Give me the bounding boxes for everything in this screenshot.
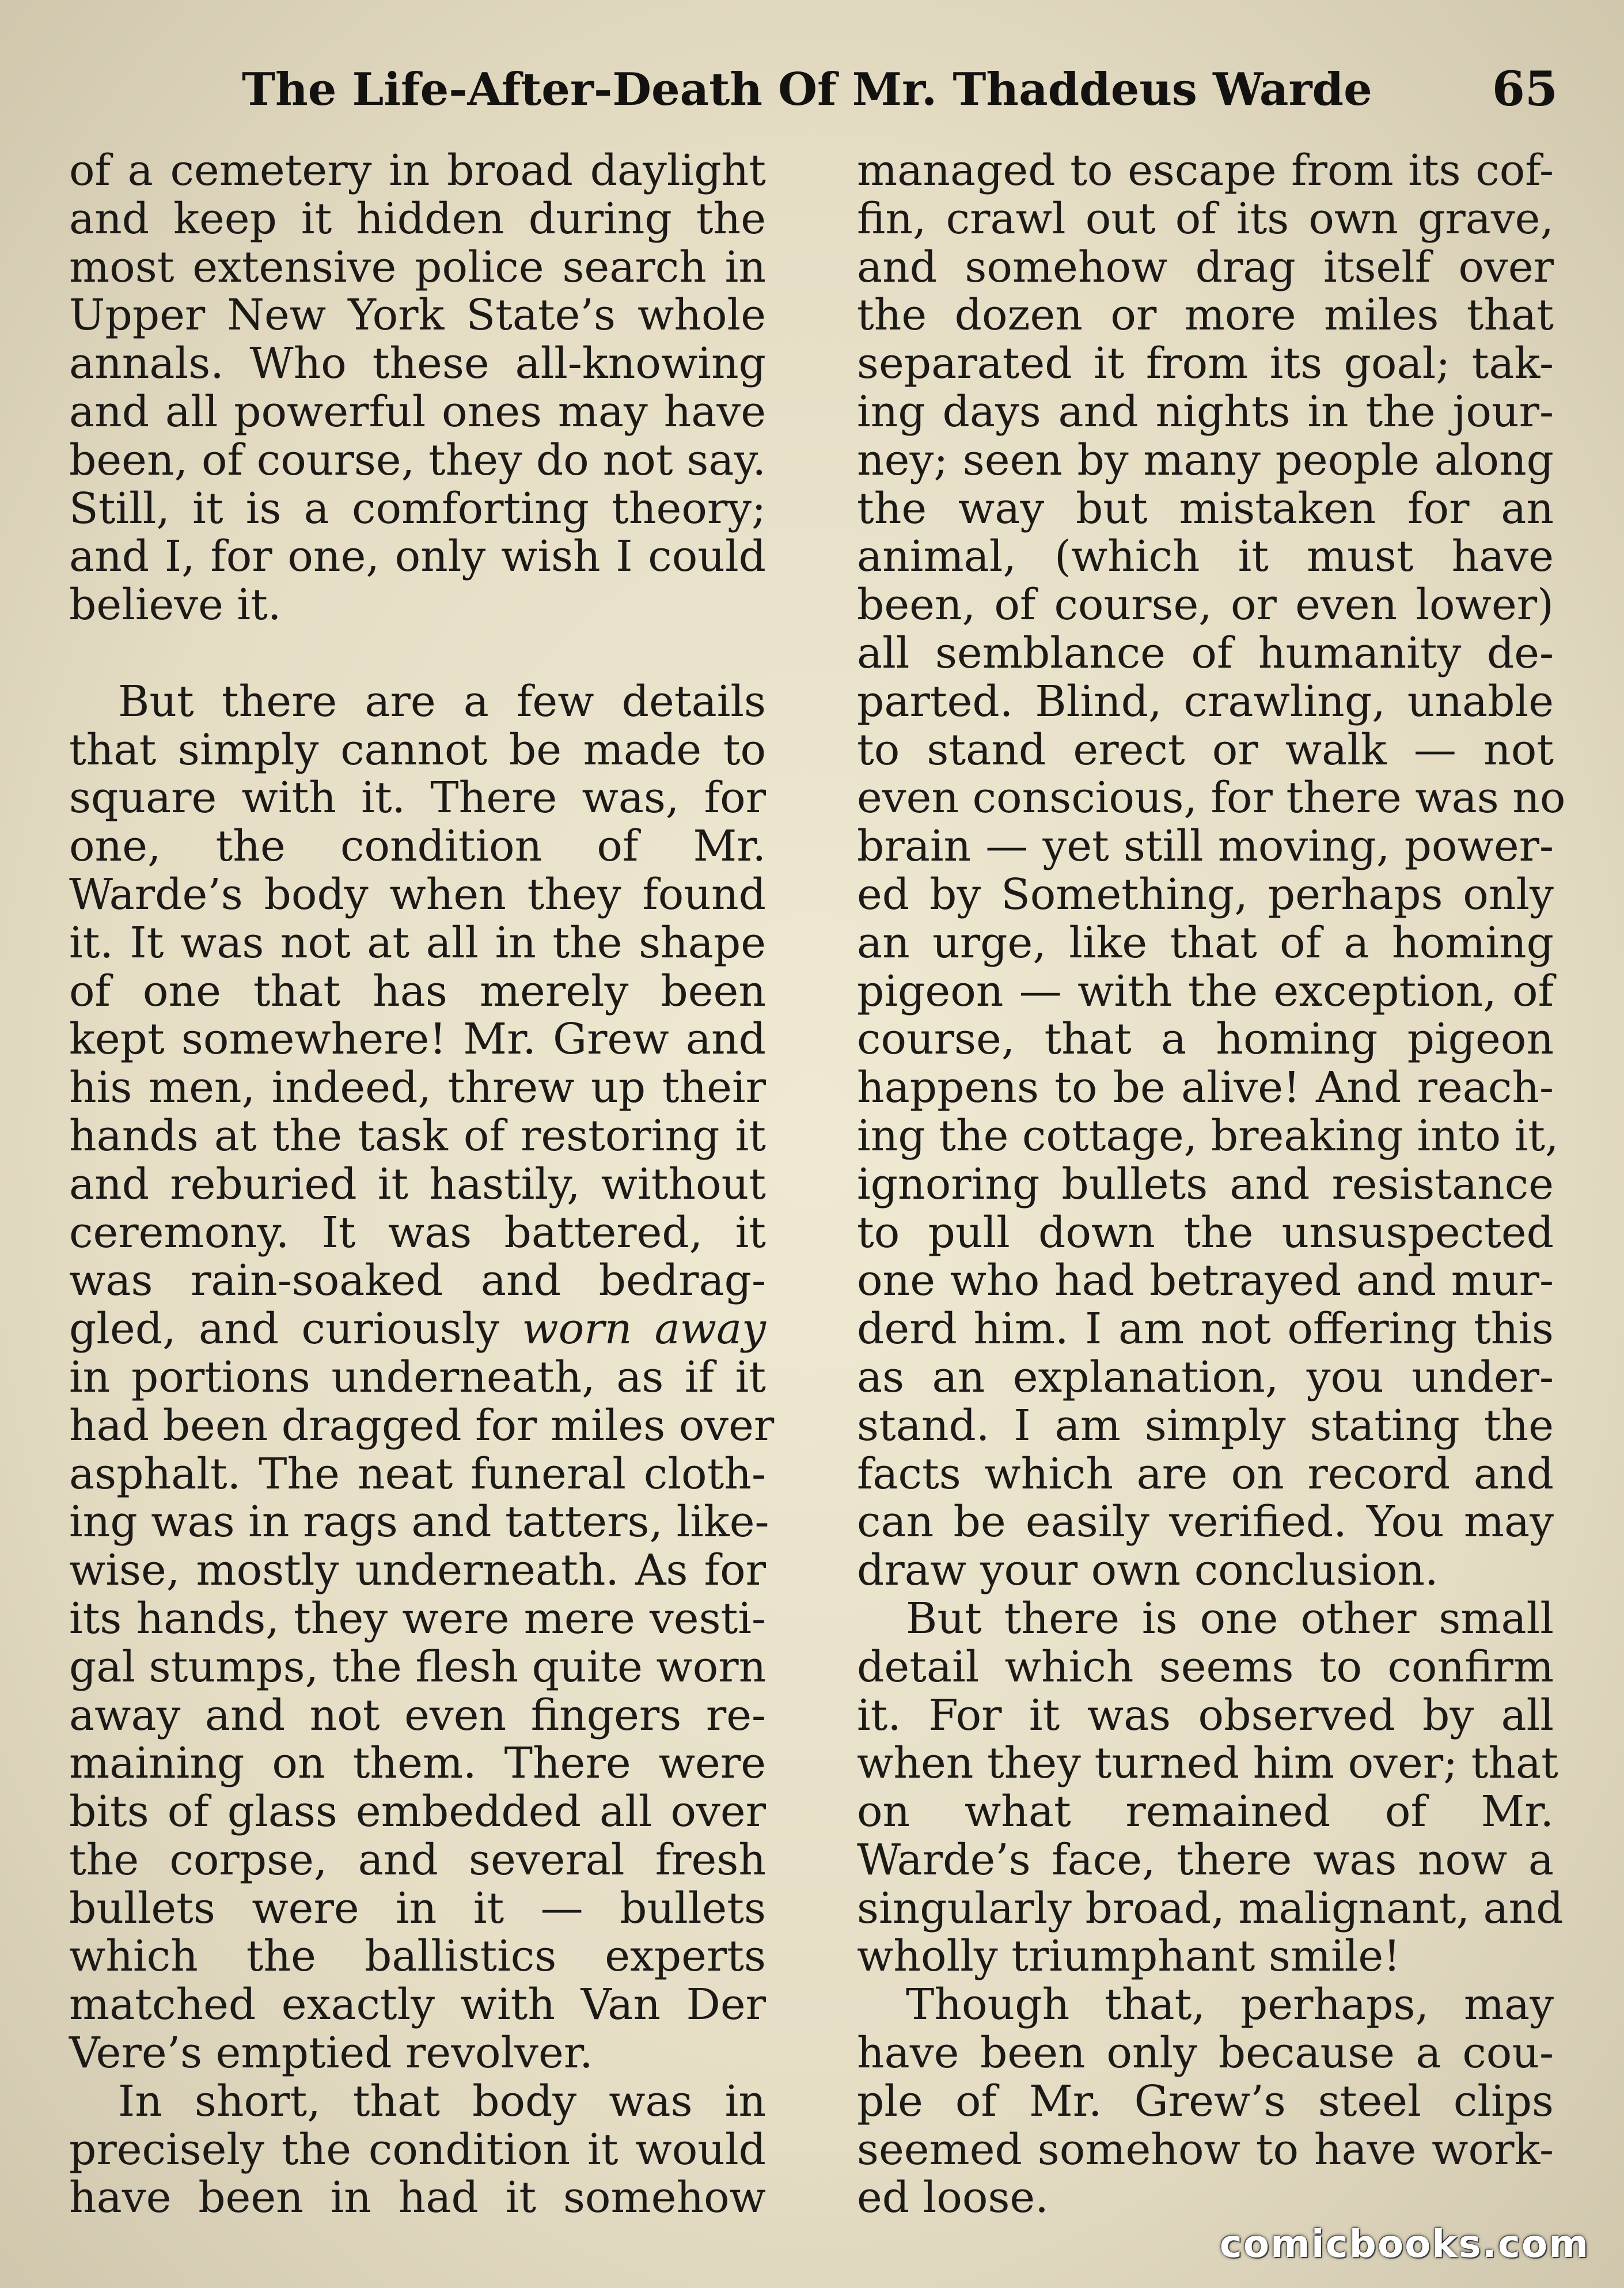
line-text: bits of glass embedded all over bbox=[69, 1787, 766, 1837]
text-line bbox=[857, 871, 1554, 919]
line-text: most extensive police search in bbox=[69, 242, 766, 292]
line-text: and all powerful ones may have bbox=[69, 387, 766, 437]
line-text: the corpse, and several fresh bbox=[69, 1835, 766, 1885]
line-text: ignoring bullets and resistance bbox=[857, 1159, 1554, 1209]
line-text: brain — yet still moving, power- bbox=[857, 821, 1554, 872]
line-text: as an explanation, you under- bbox=[857, 1352, 1554, 1402]
text-line bbox=[857, 1064, 1554, 1112]
line-text: animal, (which it must have bbox=[857, 532, 1554, 582]
line-text: away and not even fingers re- bbox=[69, 1690, 766, 1740]
line-text: ing days and nights in the jour- bbox=[857, 387, 1554, 437]
line-text: course, that a homing pigeon bbox=[857, 1014, 1554, 1065]
line-text: But there are a few details bbox=[118, 676, 766, 726]
text-line bbox=[69, 1595, 766, 1643]
text-line bbox=[857, 533, 1554, 581]
text-line bbox=[857, 1498, 1554, 1547]
line-text: have been only because a cou- bbox=[857, 2028, 1554, 2078]
text-line bbox=[857, 630, 1554, 678]
line-text: But there is one other small bbox=[906, 1593, 1554, 1643]
line-text: matched exactly with Van Der bbox=[69, 1980, 766, 2030]
line-text: ed by Something, perhaps only bbox=[857, 869, 1554, 919]
text-line bbox=[69, 726, 766, 775]
line-text: that simply cannot be made to bbox=[69, 725, 766, 775]
text-line bbox=[857, 968, 1554, 1016]
line-text: of a cemetery in broad daylight bbox=[69, 146, 766, 195]
line-text: the dozen or more miles that bbox=[857, 290, 1554, 340]
text-line bbox=[69, 533, 766, 581]
line-text: wholly triumphant smile! bbox=[857, 1931, 1401, 1982]
text-line bbox=[857, 2029, 1554, 2078]
line-text: detail which seems to confirm bbox=[857, 1642, 1554, 1692]
text-line bbox=[857, 1354, 1554, 1402]
text-line bbox=[69, 1354, 766, 1402]
text-line bbox=[857, 485, 1554, 533]
line-text: Though that, perhaps, may bbox=[906, 1980, 1554, 2030]
running-header bbox=[242, 58, 1558, 121]
line-text: ney; seen by many people along bbox=[857, 435, 1554, 485]
line-text: fin, crawl out of its own grave, bbox=[857, 194, 1554, 244]
line-text: and somehow drag itself over bbox=[857, 242, 1554, 292]
line-text: been, of course, or even lower) bbox=[857, 580, 1554, 630]
line-text: facts which are on record and bbox=[857, 1449, 1554, 1499]
text-line bbox=[69, 485, 766, 533]
line-text: asphalt. The neat funeral cloth- bbox=[69, 1449, 766, 1499]
line-text: when they turned him over; that bbox=[857, 1738, 1558, 1789]
text-line bbox=[69, 1788, 766, 1836]
line-text: and keep it hidden during the bbox=[69, 194, 766, 244]
text-line bbox=[69, 1161, 766, 1209]
text-line bbox=[69, 2029, 766, 2078]
line-text: ing the cottage, breaking into it, bbox=[857, 1111, 1559, 1161]
text-line bbox=[69, 774, 766, 823]
text-line bbox=[857, 1836, 1554, 1885]
text-line bbox=[69, 1305, 766, 1354]
text-line bbox=[857, 773, 1566, 823]
text-line bbox=[857, 1547, 1554, 1595]
text-line bbox=[69, 1740, 766, 1788]
line-text: Warde’s face, there was now a bbox=[857, 1835, 1554, 1885]
line-text: gled, and curiously bbox=[69, 1304, 522, 1354]
line-text: managed to escape from its cof- bbox=[857, 146, 1554, 195]
text-line bbox=[857, 1933, 1554, 1981]
line-text: annals. Who these all-knowing bbox=[69, 339, 766, 389]
line-text: his men, indeed, threw up their bbox=[69, 1063, 766, 1113]
text-line bbox=[69, 1209, 766, 1257]
text-line bbox=[857, 823, 1554, 871]
text-line bbox=[69, 919, 766, 968]
text-line bbox=[857, 1981, 1554, 2029]
text-line bbox=[857, 437, 1554, 485]
line-text: derd him. I am not offering this bbox=[857, 1304, 1554, 1354]
text-line bbox=[69, 388, 766, 437]
text-line bbox=[857, 1161, 1554, 1209]
line-text: one who had betrayed and mur- bbox=[857, 1256, 1554, 1306]
line-text: hands at the task of restoring it bbox=[69, 1111, 766, 1161]
line-text: it. For it was observed by all bbox=[857, 1690, 1554, 1740]
text-line bbox=[857, 1595, 1554, 1643]
right-text-column bbox=[857, 146, 1566, 2223]
line-text: Warde’s body when they found bbox=[69, 869, 766, 919]
text-line bbox=[857, 195, 1554, 244]
page-number: 65 bbox=[1492, 62, 1558, 117]
line-text: an urge, like that of a homing bbox=[857, 918, 1554, 968]
text-line bbox=[69, 1885, 766, 1933]
line-text: on what remained of Mr. bbox=[857, 1787, 1554, 1837]
line-text: believe it. bbox=[69, 580, 282, 630]
line-text: seemed somehow to have work- bbox=[857, 2124, 1554, 2175]
text-line bbox=[69, 678, 766, 726]
left-text-column bbox=[69, 146, 775, 2223]
text-line bbox=[69, 340, 766, 388]
line-text: which the ballistics experts bbox=[69, 1931, 766, 1982]
text-line bbox=[69, 630, 766, 678]
line-text: bullets were in it — bullets bbox=[69, 1883, 766, 1933]
text-line bbox=[69, 1933, 766, 1981]
text-line bbox=[857, 291, 1554, 340]
line-text: pigeon — with the exception, of bbox=[857, 966, 1554, 1016]
line-text: to stand erect or walk — not bbox=[857, 725, 1554, 775]
text-line bbox=[69, 437, 766, 485]
text-line bbox=[69, 871, 766, 919]
text-line bbox=[69, 968, 766, 1016]
line-text: it. It was not at all in the shape bbox=[69, 918, 766, 968]
story-title: The Life-After-Death Of Mr. Thaddeus Warde bbox=[242, 63, 1372, 116]
text-line bbox=[69, 1981, 766, 2029]
line-text: In short, that body was in bbox=[118, 2076, 766, 2126]
line-text: ed loose. bbox=[857, 2173, 1049, 2223]
text-line bbox=[69, 1547, 766, 1595]
text-line bbox=[857, 2174, 1554, 2222]
text-line bbox=[857, 388, 1554, 437]
text-line bbox=[69, 1836, 766, 1885]
line-text: happens to be alive! And reach- bbox=[857, 1063, 1554, 1113]
text-line bbox=[69, 1643, 766, 1692]
text-line bbox=[69, 1400, 775, 1450]
line-text: Still, it is a comforting theory; bbox=[69, 483, 766, 533]
italic-text: worn away bbox=[522, 1304, 766, 1354]
line-text: and I, for one, only wish I could bbox=[69, 532, 766, 582]
text-line bbox=[69, 1112, 766, 1161]
text-line bbox=[69, 2078, 766, 2126]
text-line bbox=[857, 1738, 1558, 1789]
text-line bbox=[69, 823, 766, 871]
text-line bbox=[857, 2078, 1554, 2126]
text-line bbox=[857, 2126, 1554, 2175]
text-line bbox=[857, 1788, 1554, 1836]
line-text: square with it. There was, for bbox=[69, 773, 766, 823]
text-line bbox=[69, 1016, 766, 1064]
line-text: stand. I am simply stating the bbox=[857, 1400, 1554, 1450]
text-line bbox=[69, 1497, 769, 1547]
line-text: one, the condition of Mr. bbox=[69, 821, 766, 872]
text-line bbox=[857, 1111, 1559, 1161]
line-text: wise, mostly underneath. As for bbox=[69, 1545, 766, 1596]
line-text: singularly broad, malignant, and bbox=[857, 1883, 1564, 1933]
line-text: have been in had it somehow bbox=[69, 2173, 766, 2223]
line-text: ple of Mr. Grew’s steel clips bbox=[857, 2076, 1554, 2126]
line-text: was rain-soaked and bedrag- bbox=[69, 1256, 766, 1306]
line-text: all semblance of humanity de- bbox=[857, 628, 1554, 678]
text-line bbox=[857, 1402, 1554, 1450]
line-text: the way but mistaken for an bbox=[857, 483, 1554, 533]
text-line bbox=[857, 1883, 1564, 1933]
text-line bbox=[857, 726, 1554, 775]
line-text: precisely the condition it would bbox=[69, 2124, 766, 2175]
line-text: parted. Blind, crawling, unable bbox=[857, 676, 1554, 726]
text-line bbox=[857, 244, 1554, 292]
line-text: been, of course, they do not say. bbox=[69, 435, 766, 485]
line-text: to pull down the unsuspected bbox=[857, 1207, 1554, 1257]
line-text: maining on them. There were bbox=[69, 1738, 766, 1789]
text-line bbox=[857, 340, 1554, 388]
text-line bbox=[857, 919, 1554, 968]
text-line bbox=[857, 1016, 1554, 1064]
line-text: kept somewhere! Mr. Grew and bbox=[69, 1014, 766, 1065]
line-text: its hands, they were mere vesti- bbox=[69, 1593, 766, 1643]
line-text: of one that has merely been bbox=[69, 966, 766, 1016]
text-line bbox=[69, 1257, 766, 1305]
text-line bbox=[857, 1643, 1554, 1692]
text-line bbox=[857, 147, 1554, 195]
text-line bbox=[69, 2174, 766, 2222]
text-line bbox=[69, 291, 766, 340]
line-text: separated it from its goal; tak- bbox=[857, 339, 1554, 389]
line-text: even conscious, for there was no bbox=[857, 773, 1566, 823]
text-line bbox=[857, 678, 1554, 726]
text-line bbox=[69, 147, 766, 195]
text-line bbox=[69, 1692, 766, 1740]
text-line bbox=[69, 2126, 766, 2175]
line-text: and reburied it hastily, without bbox=[69, 1159, 766, 1209]
text-line bbox=[69, 1064, 766, 1112]
line-text: Upper New York State’s whole bbox=[69, 290, 766, 340]
line-text: gal stumps, the flesh quite worn bbox=[69, 1642, 767, 1692]
text-line bbox=[69, 244, 766, 292]
line-text: Vere’s emptied revolver. bbox=[69, 2028, 593, 2078]
text-line bbox=[857, 1692, 1554, 1740]
line-text: can be easily verified. You may bbox=[857, 1497, 1554, 1547]
line-text: ceremony. It was battered, it bbox=[69, 1207, 766, 1257]
text-line bbox=[69, 195, 766, 244]
line-text: draw your own conclusion. bbox=[857, 1545, 1439, 1596]
text-line bbox=[69, 1450, 766, 1499]
text-line bbox=[857, 1450, 1554, 1499]
text-line bbox=[69, 581, 766, 630]
text-line bbox=[857, 1209, 1554, 1257]
line-text: had been dragged for miles over bbox=[69, 1400, 775, 1450]
line-text: ing was in rags and tatters, like- bbox=[69, 1497, 769, 1547]
watermark: comicbooks.com bbox=[1219, 2222, 1589, 2266]
text-line bbox=[857, 581, 1554, 630]
line-text: in portions underneath, as if it bbox=[69, 1352, 766, 1402]
text-line bbox=[857, 1257, 1554, 1305]
text-line bbox=[857, 1305, 1554, 1354]
